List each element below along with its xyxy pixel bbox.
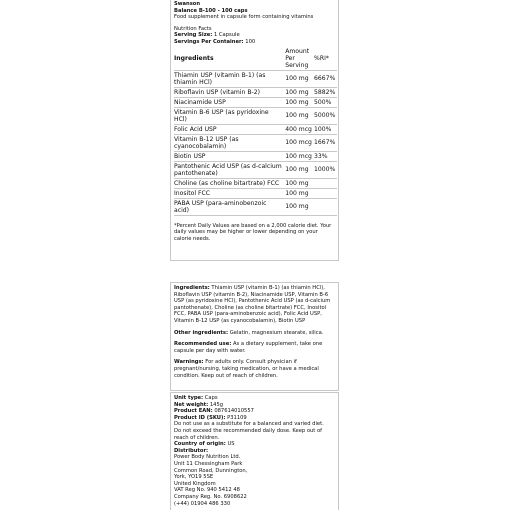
table-row — [174, 70, 337, 87]
product-description: Food supplement in capsule form containing vitamins — [174, 14, 314, 21]
distributor-line: (+44) 01904 486 330 — [174, 500, 231, 507]
product-info-panel — [170, 392, 339, 510]
table-row — [174, 151, 337, 161]
distributor-line: Common Road, Dunnington, — [174, 467, 248, 474]
nutrient-amount: 400 mcg — [285, 124, 314, 134]
notice-diet: Do not use as a substitute for a balanced and varied diet. — [174, 421, 324, 428]
recommended-use-label: Recommended use: — [174, 341, 232, 348]
nutrient-name: Thiamin USP (vitamin B-1) (as thiamin HCl) — [174, 70, 285, 87]
notice-dose: Do not exceed the recommended daily dose. Keep out of reach of children. — [174, 427, 322, 441]
nutrient-amount: 100 mcg — [285, 134, 314, 151]
origin-value: US — [227, 441, 235, 448]
nutrient-amount: 100 mg — [285, 161, 314, 178]
recommended-use-section — [174, 341, 336, 354]
ingredients-text: Thiamin USP (vitamin B-1) (as thiamin HCl), Riboflavin USP (vitamin B-2), Niacinamide USP, Vitamin B-6 USP (as pyridoxine HCl), Pantothenic Acid USP (as d-calcium pantothenate), Choline (as choline bitartrate) FCC, Inositol FCC, PABA USP (para-aminobenzoic acid), Folic Acid USP, Vitamin B-12 USP (as cyanocobalamin), Biotin USP — [174, 285, 331, 324]
distributor-line: Company Reg. No. 6908622 — [174, 493, 247, 500]
table-row — [174, 97, 337, 107]
nutrient-ri: 6667% — [314, 70, 337, 87]
country-of-origin — [174, 441, 336, 448]
table-row — [174, 134, 337, 151]
product-ean-value: 087614010557 — [214, 408, 254, 415]
table-row — [174, 87, 337, 97]
nutrient-ri: 5000% — [314, 107, 337, 124]
warnings-label: Warnings: — [174, 359, 204, 366]
unit-type-label: Unit type: — [174, 395, 204, 401]
warnings-text: For adults only. Consult physician if pregnant/nursing, taking medication, or have a medical condition. Keep out of reach of children. — [174, 359, 319, 379]
nutrient-amount: 100 mg — [285, 87, 314, 97]
servings-label: Servings Per Container: — [174, 38, 244, 45]
nutrient-ri: 5882% — [314, 88, 336, 96]
nutrient-name: Vitamin B-6 USP (as pyridoxine HCl) — [174, 107, 285, 124]
net-weight — [174, 402, 336, 409]
servings-value: 100 — [245, 38, 256, 45]
product-ean — [174, 408, 336, 415]
brand-name: Swanson — [174, 1, 201, 7]
distributor-label: Distributor: — [174, 447, 209, 454]
nutrient-name: Vitamin B-12 USP (as cyanocobalamin) — [174, 134, 285, 151]
nutrient-amount: 100 mg — [285, 198, 314, 215]
table-row — [174, 124, 337, 134]
nutrient-ri — [314, 198, 337, 215]
origin-label: Country of origin: — [174, 441, 226, 448]
distributor-line: VAT Reg No. 940 5412 48 — [174, 487, 240, 494]
nutrient-ri: 100% — [314, 124, 337, 134]
nutrition-table — [174, 47, 337, 216]
product-id-value: P31109 — [227, 414, 247, 421]
footnote: *Percent Daily Values are based on a 2,000 calorie diet. Your daily values may be higher or lower depending on your calorie needs. — [174, 222, 332, 242]
nutrient-amount: 100 mg — [285, 178, 314, 188]
ingredients-section — [174, 285, 336, 325]
nutrient-ri — [314, 188, 337, 198]
ingredients-label: Ingredients: — [174, 285, 210, 291]
serving-size-value: 1 Capsule — [213, 32, 240, 39]
ingredients-panel — [170, 282, 339, 391]
table-row — [174, 188, 337, 198]
table-header-row — [174, 47, 337, 71]
nutrient-amount: 100 mg — [285, 97, 314, 107]
serving-size — [174, 32, 336, 39]
distributor-line: Power Body Nutrition Ltd. — [174, 454, 241, 461]
nutrient-ri — [314, 178, 337, 188]
distributor-address — [174, 454, 336, 507]
distributor-line: York, YO19 5SE — [174, 474, 214, 481]
nutrient-name: Folic Acid USP — [174, 124, 285, 134]
nutrient-name: Niacinamide USP — [174, 97, 285, 107]
table-row — [174, 178, 337, 188]
nutrient-amount: 100 mg — [285, 70, 314, 87]
nutrient-amount: 100 mg — [285, 188, 314, 198]
warnings-section — [174, 359, 336, 379]
product-id-label: Product ID (SKU): — [174, 414, 226, 421]
recommended-use-text: As a dietary supplement, take one capsule per day with water. — [174, 341, 323, 354]
product-name: Balance B-100 - 100 caps — [174, 7, 248, 14]
nutrient-name: Pantothenic Acid USP (as d-calcium pantothenate) — [174, 161, 285, 178]
distributor-line: United Kingdom — [174, 480, 216, 487]
table-row — [174, 198, 337, 215]
nutrition-rows — [174, 70, 337, 215]
nutrient-amount: 100 mcg — [285, 151, 314, 161]
nutrition-panel — [170, 0, 339, 261]
servings-per-container — [174, 39, 336, 46]
unit-type-value: Caps — [204, 395, 218, 401]
other-ingredients-section — [174, 330, 336, 337]
nutrient-name: PABA USP (para-aminobenzoic acid) — [174, 198, 285, 215]
other-ingredients-text: Gelatin, magnesium stearate, silica. — [229, 329, 324, 336]
table-row — [174, 107, 337, 124]
product-id — [174, 415, 336, 422]
product-ean-label: Product EAN: — [174, 408, 213, 415]
nutrition-facts-title: Nutrition Facts — [174, 25, 212, 32]
unit-type — [174, 395, 336, 402]
nutrient-name: Choline (as choline bitartrate) FCC — [174, 178, 285, 188]
distributor-line: Unit 11 Chessingham Park — [174, 460, 243, 467]
col-amount: Amount Per Serving — [285, 47, 314, 71]
nutrient-ri: 500% — [314, 97, 337, 107]
nutrient-ri: 33% — [314, 151, 337, 161]
net-weight-value: 145g — [209, 401, 224, 408]
col-ingredients: Ingredients — [174, 47, 285, 71]
nutrient-ri: 1667% — [314, 134, 337, 151]
nutrient-name: Riboflavin USP (vitamin B-2) — [174, 87, 285, 97]
col-ri: %RI* — [314, 47, 337, 71]
net-weight-label: Net weight: — [174, 401, 209, 408]
table-row — [174, 161, 337, 178]
nutrient-amount: 100 mg — [285, 107, 314, 124]
nutrient-name: Biotin USP — [174, 151, 285, 161]
nutrient-ri: 1000% — [314, 161, 337, 178]
serving-size-label: Serving Size: — [174, 32, 213, 39]
nutrient-name: Inositol FCC — [174, 188, 285, 198]
other-ingredients-label: Other ingredients: — [174, 329, 229, 336]
